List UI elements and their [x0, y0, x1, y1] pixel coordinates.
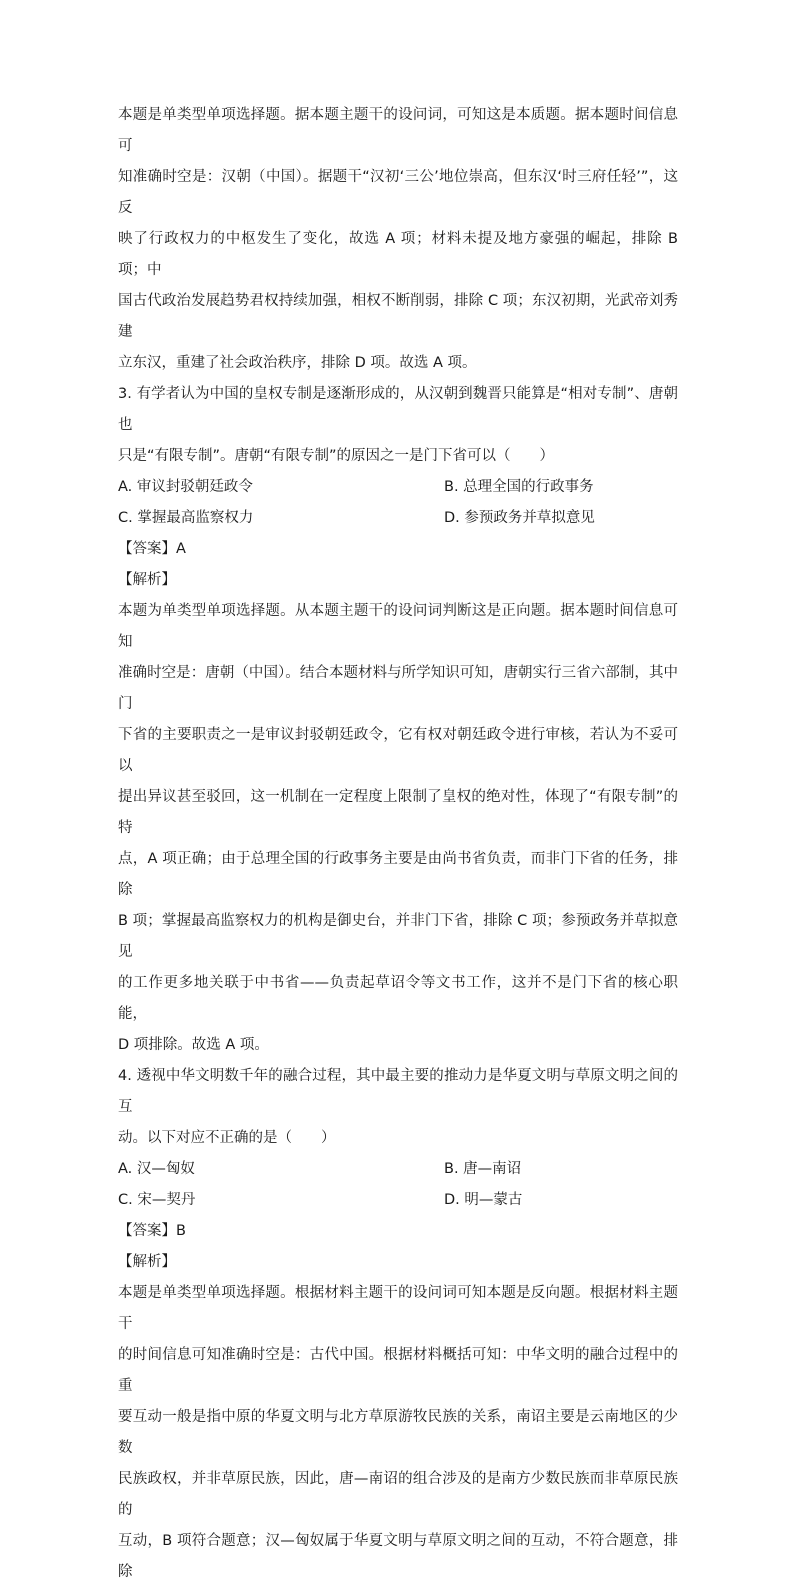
analysis-line: 本题是单类型单项选择题。据本题主题干的设问词，可知这是本质题。据本题时间信息可: [118, 107, 678, 154]
analysis-line: 立东汉，重建了社会政治秩序，排除 D 项。故选 A 项。: [118, 355, 477, 371]
question-options: [118, 472, 678, 534]
question-4: [118, 1061, 678, 1588]
question-options: [118, 1154, 678, 1216]
analysis-line: 本题为单类型单项选择题。从本题主题干的设问词判断这是正向题。据本题时间信息可知: [118, 603, 678, 650]
option-a: A. 汉—匈奴: [118, 1161, 195, 1177]
option-d: D. 参预政务并草拟意见: [444, 510, 595, 526]
analysis-line: B 项；掌握最高监察权力的机构是御史台，并非门下省，排除 C 项；参预政务并草拟意见: [118, 913, 678, 960]
option-b: B. 总理全国的行政事务: [444, 479, 594, 495]
analysis-line: 提出异议甚至驳回，这一机制在一定程度上限制了皇权的绝对性，体现了“有限专制”的特: [118, 789, 678, 836]
question-3: [118, 379, 678, 1061]
analysis-line: 要互动一般是指中原的华夏文明与北方草原游牧民族的关系，南诏主要是云南地区的少数: [118, 1409, 678, 1456]
document-page: [118, 100, 678, 1588]
analysis-line: 互动，B 项符合题意；汉—匈奴属于华夏文明与草原文明之间的互动，不符合题意，排除: [118, 1533, 678, 1580]
question-stem-line: 3. 有学者认为中国的皇权专制是逐渐形成的，从汉朝到魏晋只能算是“相对专制”、唐朝也: [118, 386, 678, 433]
question-stem-line: 只是“有限专制”。唐朝“有限专制”的原因之一是门下省可以（ ）: [118, 448, 555, 464]
analysis-line: D 项排除。故选 A 项。: [118, 1037, 269, 1053]
analysis-line: 下省的主要职责之一是审议封驳朝廷政令，它有权对朝廷政令进行审核，若认为不妥可以: [118, 727, 678, 774]
analysis-line: 本题是单类型单项选择题。根据材料主题干的设问词可知本题是反向题。根据材料主题干: [118, 1285, 678, 1332]
analysis-line: 知准确时空是：汉朝（中国）。据题干“汉初‘三公’地位崇高，但东汉‘时三府任轻’”，这反: [118, 169, 678, 216]
previous-question-analysis: [118, 100, 678, 379]
analysis-label: 【解析】: [118, 572, 176, 588]
analysis-line: 点，A 项正确；由于总理全国的行政事务主要是由尚书省负责，而非门下省的任务，排除: [118, 851, 678, 898]
analysis-line: 的工作更多地关联于中书省——负责起草诏令等文书工作，这并不是门下省的核心职能，: [118, 975, 678, 1022]
analysis-line: 映了行政权力的中枢发生了变化，故选 A 项；材料未提及地方豪强的崛起，排除 B 项；中: [118, 231, 678, 278]
option-c: C. 掌握最高监察权力: [118, 510, 254, 526]
analysis-line: 准确时空是：唐朝（中国）。结合本题材料与所学知识可知，唐朝实行三省六部制，其中门: [118, 665, 678, 712]
answer-label: 【答案】A: [118, 541, 186, 557]
option-c: C. 宋—契丹: [118, 1192, 196, 1208]
analysis-line: 的时间信息可知准确时空是：古代中国。根据材料概括可知：中华文明的融合过程中的重: [118, 1347, 678, 1394]
option-a: A. 审议封驳朝廷政令: [118, 479, 253, 495]
answer-label: 【答案】B: [118, 1223, 186, 1239]
question-stem-line: 动。以下对应不正确的是（ ）: [118, 1130, 336, 1146]
option-b: B. 唐—南诏: [444, 1161, 522, 1177]
question-stem-line: 4. 透视中华文明数千年的融合过程，其中最主要的推动力是华夏文明与草原文明之间的互: [118, 1068, 678, 1115]
option-d: D. 明—蒙古: [444, 1192, 523, 1208]
analysis-line: 民族政权，并非草原民族，因此，唐—南诏的组合涉及的是南方少数民族而非草原民族的: [118, 1471, 678, 1518]
analysis-label: 【解析】: [118, 1254, 176, 1270]
analysis-line: 国古代政治发展趋势君权持续加强，相权不断削弱，排除 C 项；东汉初期，光武帝刘秀建: [118, 293, 678, 340]
